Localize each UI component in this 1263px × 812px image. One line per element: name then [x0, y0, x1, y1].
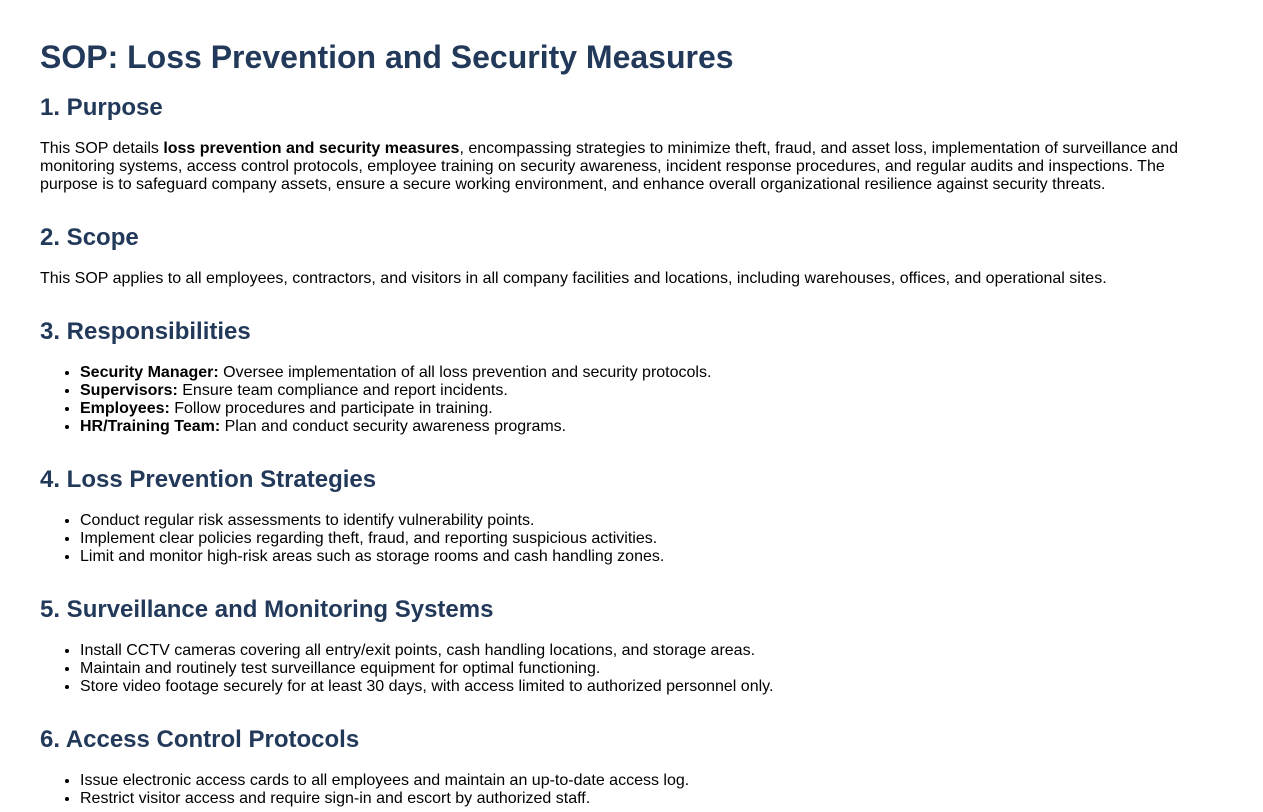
role-label: Employees: [80, 400, 170, 417]
list-item: • Install CCTV cameras covering all entry/exit points, cash handling locations, and storage areas. [80, 642, 1223, 660]
section-heading-purpose: 1. Purpose [40, 94, 163, 121]
strategies-list [40, 512, 1223, 566]
list-item: • Conduct regular risk assessments to identify vulnerability points. [80, 512, 1223, 530]
section-heading-scope: 2. Scope [40, 224, 139, 251]
section-heading-surveillance: 5. Surveillance and Monitoring Systems [40, 596, 494, 623]
role-description: Ensure team compliance and report incidents. [177, 382, 508, 399]
list-item [80, 382, 1223, 400]
responsibilities-list [40, 364, 1223, 436]
list-item: • Restrict visitor access and require sign-in and escort by authorized staff. [80, 790, 1223, 808]
role-label: Security Manager: [80, 364, 219, 381]
section-heading-responsibilities: 3. Responsibilities [40, 318, 251, 345]
scope-paragraph: This SOP applies to all employees, contractors, and visitors in all company facilities and locations, including warehouses, offices, and operational sites. [40, 270, 1107, 287]
role-description: Plan and conduct security awareness programs. [220, 418, 567, 435]
purpose-text-after: , encompassing strategies to minimize theft, fraud, and asset loss, implementation of surveillance and monitoring systems, access control protocols, employee training on security awareness, incident response procedures, and regular audits and inspections. The purpose is to safeguard company assets, ensure a secure working environment, and enhance overall organizational resilience against security threats. [40, 140, 1179, 193]
section-heading-strategies: 4. Loss Prevention Strategies [40, 466, 377, 493]
list-item [80, 364, 1223, 382]
role-description: Oversee implementation of all loss prevention and security protocols. [218, 364, 712, 381]
role-label: HR/Training Team: [80, 418, 221, 435]
surveillance-list [40, 642, 1223, 696]
list-item: • Store video footage securely for at least 30 days, with access limited to authorized personnel only. [80, 678, 1223, 696]
purpose-text-before: This SOP details [40, 140, 164, 157]
access-control-list [40, 772, 1223, 808]
list-item: • Issue electronic access cards to all employees and maintain an up-to-date access log. [80, 772, 1223, 790]
purpose-paragraph [40, 140, 1223, 194]
list-item [80, 418, 1223, 436]
role-description: Follow procedures and participate in training. [169, 400, 493, 417]
purpose-text-bold: loss prevention and security measures [163, 140, 460, 157]
document-title: SOP: Loss Prevention and Security Measures [40, 39, 734, 75]
role-label: Supervisors: [80, 382, 178, 399]
list-item: • Maintain and routinely test surveillance equipment for optimal functioning. [80, 660, 1223, 678]
list-item: • Limit and monitor high-risk areas such as storage rooms and cash handling zones. [80, 548, 1223, 566]
section-heading-access-control: 6. Access Control Protocols [40, 726, 360, 753]
list-item: • Implement clear policies regarding theft, fraud, and reporting suspicious activities. [80, 530, 1223, 548]
list-item [80, 400, 1223, 418]
